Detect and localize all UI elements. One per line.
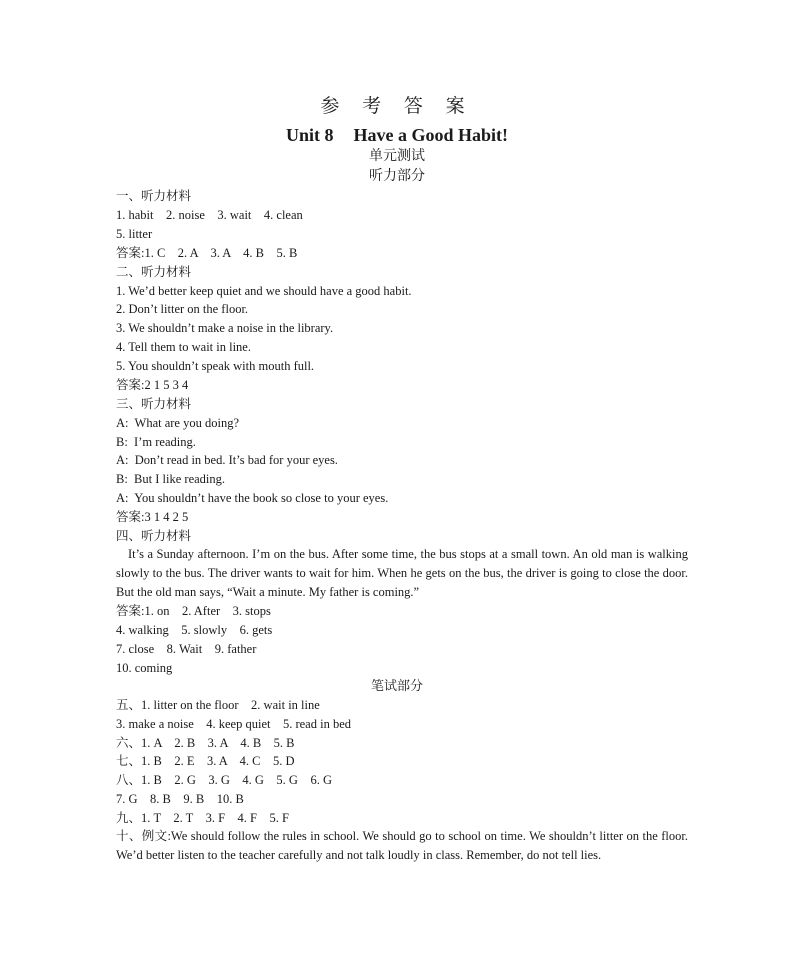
part1-line1: 1. habit 2. noise 3. wait 4. clean <box>116 208 303 222</box>
part3-dialogue-line: A: What are you doing? <box>116 416 239 430</box>
part3-dialogue-line: B: I’m reading. <box>116 435 196 449</box>
part2-sentence: 1. We’d better keep quiet and we should have a good habit. <box>116 284 412 298</box>
section-listening: 听力部分 <box>369 169 425 184</box>
part4-answer-line: 答案:1. on 2. After 3. stops <box>116 604 271 618</box>
part3-dialogue-line: B: But I like reading. <box>116 472 226 486</box>
part2-answer: 答案:2 1 5 3 4 <box>116 378 189 392</box>
section-unit-test: 单元测试 <box>369 149 425 164</box>
part3-dialogue-line: A: Don’t read in bed. It’s bad for your eyes. <box>116 453 338 467</box>
part4-answer-line: 7. close 8. Wait 9. father <box>116 642 257 656</box>
written-answer-line: 六、1. A 2. B 3. A 4. B 5. B <box>116 736 295 750</box>
part10-sample-essay: 十、例文:We should follow the rules in school. We should go to school on time. We shouldn’t litter on the floor. We’d better listen to the teacher carefully and not talk loudly in class. Remember, do not tell lies. <box>116 829 688 862</box>
unit-title: Have a Good Habit! <box>353 125 509 145</box>
section-writing: 笔试部分 <box>370 678 423 693</box>
written-answer-line: 八、1. B 2. G 3. G 4. G 5. G 6. G <box>116 773 332 787</box>
part3-heading: 三、听力材料 <box>116 397 192 411</box>
part4-answer-line: 10. coming <box>116 661 173 675</box>
part2-sentence: 3. We shouldn’t make a noise in the library. <box>116 321 334 335</box>
part2-sentence: 4. Tell them to wait in line. <box>116 340 251 354</box>
part2-sentence: 5. You shouldn’t speak with mouth full. <box>116 359 315 373</box>
part1-answer: 答案:1. C 2. A 3. A 4. B 5. B <box>116 246 298 260</box>
written-answer-line: 7. G 8. B 9. B 10. B <box>116 792 244 806</box>
part4-answer-line: 4. walking 5. slowly 6. gets <box>116 623 273 637</box>
part4-passage: It’s a Sunday afternoon. I’m on the bus. After some time, the bus stops at a small town. An old man is walking slowly to the bus. The driver wants to wait for him. When he gets on the bus, the driver is going to close the door. But the old man says, “Wait a minute. My father is coming.” <box>116 547 688 599</box>
page-title: 参 考 答 案 <box>320 96 474 117</box>
part2-heading: 二、听力材料 <box>116 265 192 279</box>
written-answer-line: 九、1. T 2. T 3. F 4. F 5. F <box>116 811 289 825</box>
part2-sentence: 2. Don’t litter on the floor. <box>116 302 249 316</box>
unit-heading <box>0 124 794 146</box>
part4-heading: 四、听力材料 <box>116 529 192 543</box>
part1-line2: 5. litter <box>116 227 153 241</box>
part3-answer: 答案:3 1 4 2 5 <box>116 510 189 524</box>
written-answer-line: 七、1. B 2. E 3. A 4. C 5. D <box>116 754 295 768</box>
part1-heading: 一、听力材料 <box>116 189 192 203</box>
written-answer-line: 五、1. litter on the floor 2. wait in line <box>116 698 320 712</box>
written-answer-line: 3. make a noise 4. keep quiet 5. read in bed <box>116 717 351 731</box>
part3-dialogue-line: A: You shouldn’t have the book so close to your eyes. <box>116 491 389 505</box>
unit-label: Unit 8 <box>285 125 334 145</box>
